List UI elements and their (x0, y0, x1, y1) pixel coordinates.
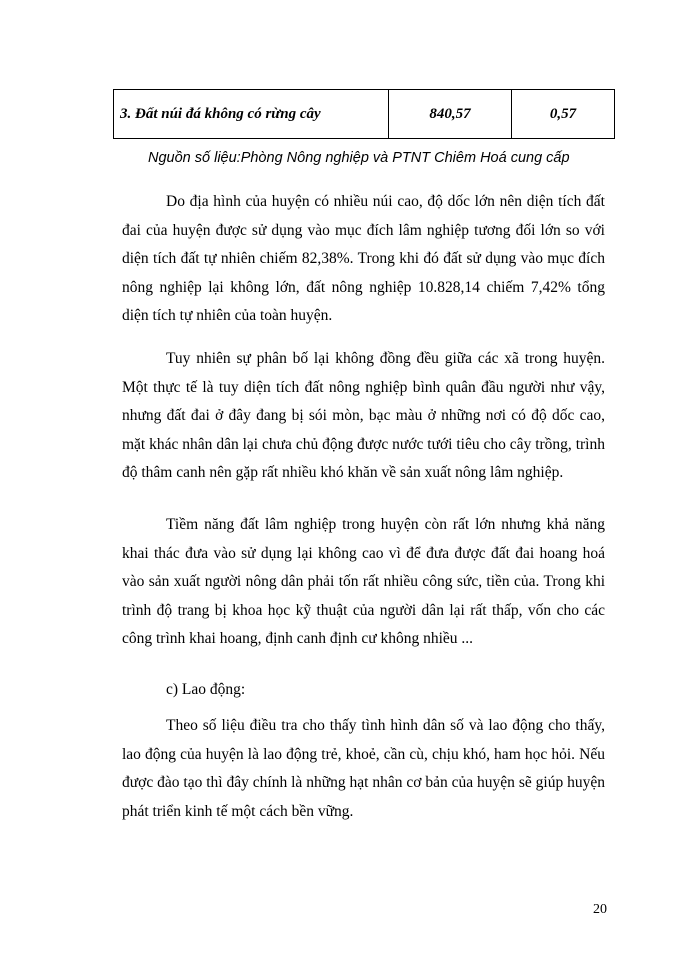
area-cell: 840,57 (389, 90, 512, 139)
percent-cell: 0,57 (512, 90, 615, 139)
paragraph-distribution: Tuy nhiên sự phân bố lại không đồng đều giữa các xã trong huyện. Một thực tế là tuy diện tích đất nông nghiệp bình quân đầu người như vậy, nhưng đất đai ở đây đang bị sói mòn, bạc màu ở những nơi có độ dốc cao, mặt khác nhân dân lại chưa chủ động được nước tưới tiêu cho cây trồng, trình độ thâm canh nên gặp rất nhiều khó khăn về sản xuất nông lâm nghiệp. (122, 350, 605, 481)
paragraph-forestry-potential: Tiềm năng đất lâm nghiệp trong huyện còn rất lớn nhưng khả năng khai thác đưa vào sử dụng lại không cao vì để đưa được đất đai hoang hoá vào sản xuất người nông dân phải tốn rất nhiều công sức, tiền của. Trong khi trình độ trang bị khoa học kỹ thuật của người dân lại rất thấp, vốn cho các công trình khai hoang, định canh định cư không nhiều ... (122, 516, 605, 647)
source-note: Nguồn số liệu:Phòng Nông nghiệp và PTNT Chiêm Hoá cung cấp (148, 150, 570, 166)
paragraph-labor: Theo số liệu điều tra cho thấy tình hình dân số và lao động cho thấy, lao động của huyện là lao động trẻ, khoẻ, cần cù, chịu khó, ham học hỏi. Nếu được đào tạo thì đây chính là những hạt nhân cơ bản của huyện sẽ giúp huyện phát triển kinh tế một cách bền vững. (122, 717, 605, 820)
page-number: 20 (593, 902, 607, 917)
table-row (114, 90, 615, 139)
paragraph-terrain: Do địa hình của huyện có nhiều núi cao, độ dốc lớn nên diện tích đất đai của huyện được sử dụng vào mục đích lâm nghiệp tương đối lớn so với diện tích đất tự nhiên chiếm 82,38%. Trong khi đó đất sử dụng vào mục đích nông nghiệp lại không lớn, đất nông nghiệp 10.828,14 chiếm 7,42% tổng diện tích tự nhiên của toàn huyện. (122, 193, 605, 324)
land-type-cell: 3. Đất núi đá không có rừng cây (114, 90, 389, 139)
land-use-table (113, 89, 615, 139)
subheading-labor: c) Lao động: (166, 681, 246, 698)
